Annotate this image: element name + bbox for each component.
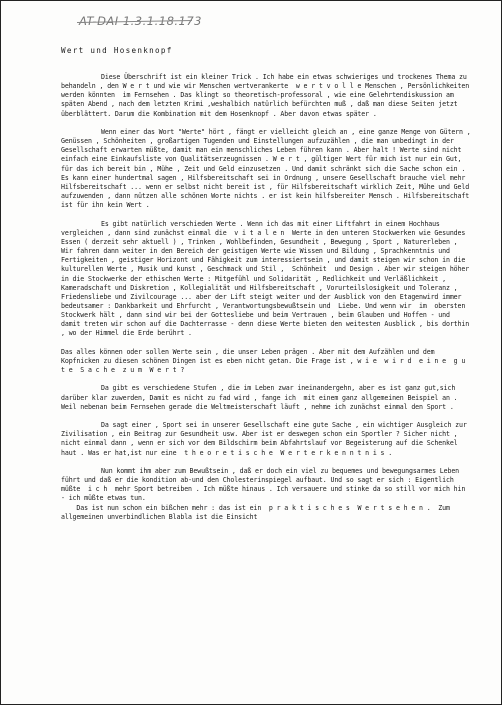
document-body: [61, 73, 475, 531]
document-title: Wert und Hosenknopf: [61, 46, 173, 55]
paragraph-stufen: Da gibt es verschiedene Stufen , die im Leben zwar ineinandergehn, aber es ist ganz gut,sich darüber klar zuwerden, Damit es nicht zu fad wird , fange ich mit einem ganz allgemeinen Beispiel an . Weil nebenan beim Fernsehen gerade die Weltmeisterschaft läuft , nehme ich zunächst einmal den Sport .: [61, 384, 462, 411]
paragraph-liftfahrt: Es gibt natürlich verschieden Werte . Wenn ich das mit einer Liftfahrt in einem Hochhaus vergleichen , dann sind zunächst einmal die v i t a l e n Werte in den unteren Stockwerken wie Gesundes Essen ( derzeit sehr aktuell ) , Trinken , Wohlbefinden, Gesundheit , Bewegung , Sport , Naturerleben , Wir fahren dann weiter in den Bereich der geistigen Werte wie Wissen und Bildung , Sprachkenntnis und Fertigkeiten , geistiger Horizont und Fähigkeit zum interessiertsein , und damit steigen wir schon in die kulturellen Werte , Musik und kunst , Geschmack und Stil , Schönheit und Design . Aber wir steigen höher in die Stockwerke der ethischen Werte : Mitgefühl und Solidarität , Redlichkeit und Verläßlichkeit , Kameradschaft und Diskretion , Kollegialität und Hilfsbereitschaft , Vorurteilslosigkeit und Toleranz , Friedensliebe und Zivilcourage ... aber der Lift steigt weiter und der Ausblick von den Etagenwird immer bedeutsamer : Dankbarkeit und Ehrfurcht , Verantwortungsbewußtsein und Liebe. Und wenn wir im obersten Stockwerk hält , dann sind wir bei der Gottesliebe und beim Vertrauen , beim Glauben und Hoffen - und damit treten wir schon auf die Dachterrasse - denn diese Werte bieten den weitesten Ausblick , bis dorthin , wo der Himmel die Erde berührt .: [61, 219, 473, 338]
paragraph-sport: Da sagt einer , Sport sei in unserer Gesellschaft eine gute Sache , ein wichtiger Ausgleich zur Zivilisation , ein Beitrag zur Gesundheit usw. Aber ist er deswegen schon ein Sportler ? Sicher nicht , nicht einmal dann , wenn er sich vor dem Bildschirm beim Abfahrtslauf vor Begeisterung auf die Schenkel haut . Was er hat,ist nur eine t h e o r e t i s c h e W e r t e r k e n n t n i s .: [61, 421, 471, 457]
paragraph-werte-definition: Wenn einer das Wort "Werte" hört , fängt er vielleicht gleich an , eine ganze Menge von Gütern , Genüssen , Schönheiten , großartigen Tugenden und Einstellungen aufzuzählen , die man unbedingt in der Gesellschaft erwarten müßte, damit man ein menschliches Leben führen kann . Aber halt ! Werte sind nicht einfach eine Einkaufsliste von Qualitätserzeugnissen . W e r t , gültiger Wert für mich ist nur ein Gut, für das ich bereit bin , Mühe , Zeit und Geld einzusetzen . Und damit schränkt sich die Sache schon ein . Es kann einer hundertmal sagen , Hilfsbereitschaft sei in Ordnung , unsere Gesellschaft brauche viel mehr Hilfsbereitschaft ... wenn er selbst nicht bereit ist , für Hilfsbereitschaft wirklich Zeit, Mühe und Geld aufzuwenden , dann nützen alle schönen Worte nichts . er ist kein hilfsbereiter Mensch . Hilfsbereitschaft ist für ihn kein Wert .: [61, 127, 475, 210]
paragraph-frage: Das alles können oder sollen Werte sein , die unser Leben prägen . Aber mit dem Aufzählen und dem Kopfnicken zu diesen schönen Dingen ist es eben nicht getan. Die Frage ist , w i e w i r d e i n e g u t e S a c h e z u m W e r t ?: [61, 347, 470, 375]
paragraph-intro: Diese Überschrift ist ein kleiner Trick . Ich habe ein etwas schwieriges und trockenes Thema zu behandeln , den W e r t und wie wir Menschen wertverankerte w e r t v o l l e Menschen , Persönlichkeiten werden könnten im Fernsehen . Das klingt so theoretisch-professoral , wie eine Gelehrtendiskussion am späten Abend , nach dem letzten Krimi ,weshalbich natürlich befürchten muß , daß man diese Seiten jetzt überblättert. Darum die Kombination mit dem Hosenknopf . Aber davon etwas später .: [61, 73, 473, 118]
archive-stamp: AT-DAI 1.3.1.18.173: [79, 14, 202, 28]
paragraph-bewusstsein: Nun kommt ihm aber zum Bewußtsein , daß er doch ein viel zu bequemes und bewegungsarmes Leben führt und daß er die kondition ab-und den Cholesterinspiegel aufbaut. Und so sagt er sich : Eigentlich müßte i c h mehr Sport betreiben . Ich müßte hinaus . Ich versauere und stinke da so still vor mich hin - ich müßte etwas tun. Das ist nun schon ein bißchen mehr : das ist ein p r a k t i s c h e s W e r t s e h e n . Zum allgemeinen unverbindlichen Blabla ist die Einsicht: [61, 466, 466, 521]
